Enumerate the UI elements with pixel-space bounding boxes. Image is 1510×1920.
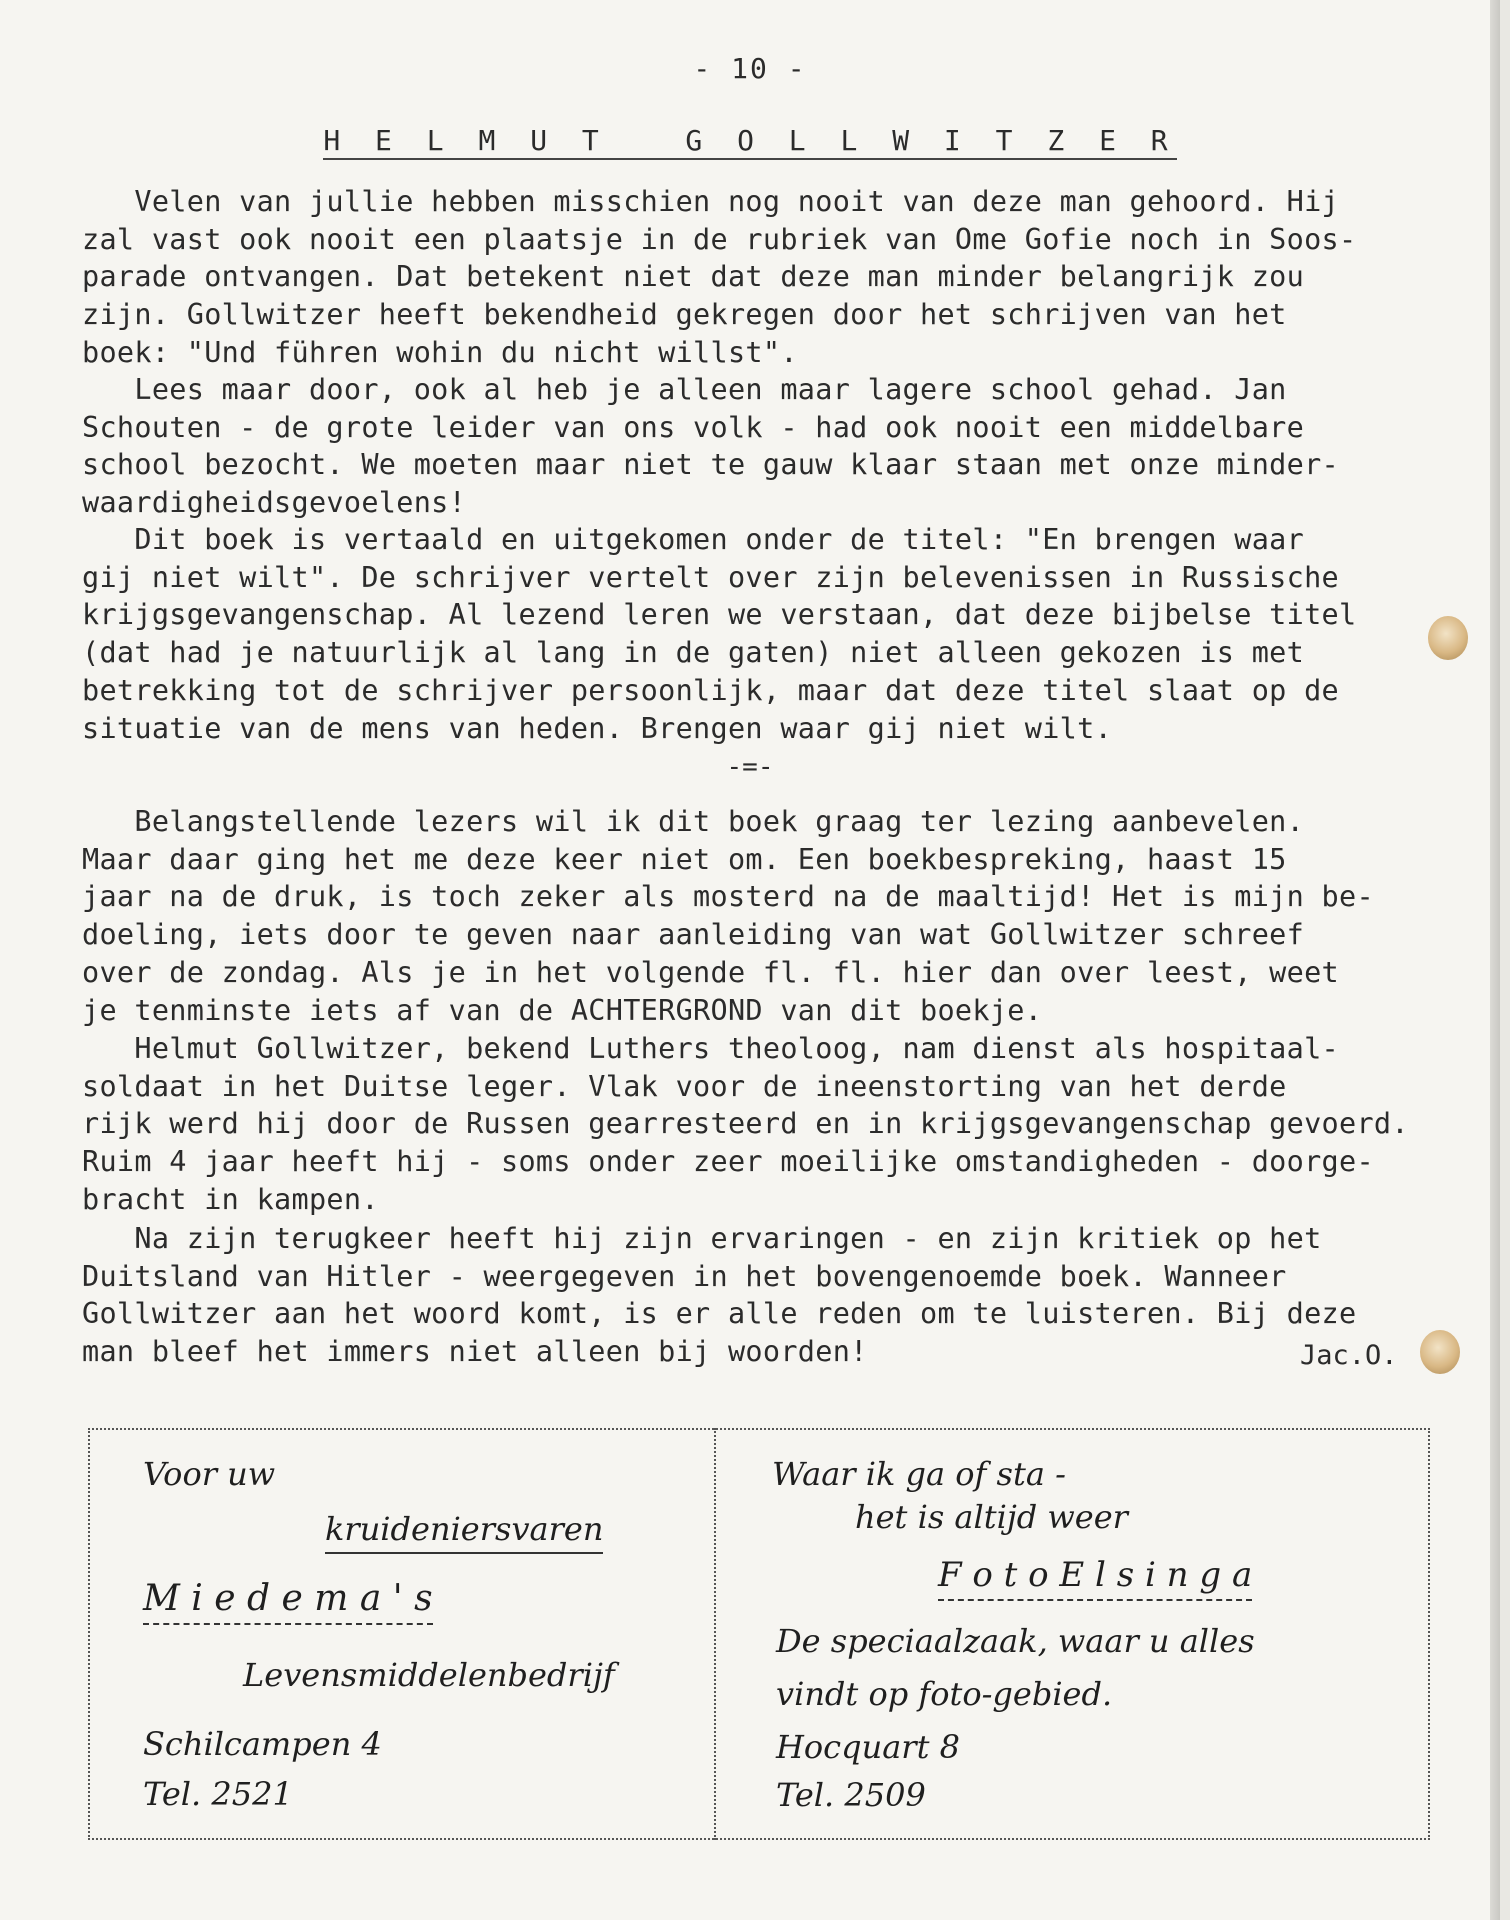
ad-left-shop-name: M i e d e m a ' s <box>143 1578 433 1625</box>
ad-left-line2: kruideniersvaren <box>325 1510 603 1554</box>
ad-left-line4: Levensmiddelenbedrijf <box>243 1656 615 1694</box>
ad-right-line1: Waar ik ga of sta - <box>772 1455 1066 1493</box>
page-edge <box>1490 0 1500 1920</box>
article-title <box>0 124 1500 157</box>
author-signature: Jac.O. <box>1300 1340 1398 1371</box>
paragraph-4: Belangstellende lezers wil ik dit boek graag ter lezing aanbevelen. Maar daar ging het me deze keer niet om. Een boekbespreking, haast 15 jaar na de druk, is toch zeker als mosterd na de maaltijd! Het is mijn be- doeling, iets door te geven naar aanleiding van wat Gollwitzer schreef over de zondag. Als je in het volgende fl. fl. hier dan over leest, weet je tenminste iets af van de ACHTERGROND van dit boekje. <box>82 805 1374 1027</box>
punch-hole <box>1428 616 1468 660</box>
punch-hole <box>1420 1330 1460 1374</box>
ad-right-line4: De speciaalzaak, waar u alles <box>776 1622 1255 1660</box>
paragraph-3: Dit boek is vertaald en uitgekomen onder de titel: "En brengen waar gij niet wilt". De schrijver vertelt over zijn belevenissen in Russische krijgsgevangenschap. Al lezend leren we verstaan, dat deze bijbelse titel (dat had je natuurlijk al lang in de gaten) niet alleen gekozen is met betrekking tot de schrijver persoonlijk, maar dat deze titel slaat op de situatie van de mens van heden. Brengen waar gij niet wilt. <box>82 523 1357 745</box>
ad-right-line5: vindt op foto-gebied. <box>776 1675 1113 1713</box>
ad-right-line2: het is altijd weer <box>855 1498 1128 1536</box>
page-number: - 10 - <box>693 52 807 85</box>
ad-left-phone: Tel. 2521 <box>143 1775 293 1813</box>
ad-left-address: Schilcampen 4 <box>143 1725 382 1763</box>
paragraph-6: Na zijn terugkeer heeft hij zijn ervaringen - en zijn kritiek op het Duitsland van Hitler - weergegeven in het bovengenoemde boek. Wanneer Gollwitzer aan het woord komt, is er alle reden om te luisteren. Bij deze man bleef het immers niet alleen bij woorden! <box>82 1222 1357 1369</box>
ad-right-phone: Tel. 2509 <box>776 1776 926 1814</box>
ad-left-line1: Voor uw <box>143 1455 276 1493</box>
ad-right-address: Hocquart 8 <box>776 1728 960 1766</box>
section-separator: -=- <box>726 752 774 782</box>
paragraph-5: Helmut Gollwitzer, bekend Luthers theoloog, nam dienst als hospitaal- soldaat in het Duitse leger. Vlak voor de ineenstorting van het derde rijk werd hij door de Russen gearresteerd en in krijgsgevangenschap gevoerd. Ruim 4 jaar heeft hij - soms onder zeer moeilijke omstandigheden - doorge- bracht in kampen. <box>82 1032 1409 1216</box>
paragraph-2: Lees maar door, ook al heb je alleen maar lagere school gehad. Jan Schouten - de grote leider van ons volk - had ook nooit een middelbare school bezocht. We moeten maar niet te gauw klaar staan met onze minder- waardigheidsgevoelens! <box>82 373 1340 520</box>
ad-right-shop-name: F o t o E l s i n g a <box>938 1555 1252 1601</box>
advertisement-divider <box>714 1428 716 1840</box>
article-title-text: H E L M U T G O L L W I T Z E R <box>323 124 1176 160</box>
paragraph-1: Velen van jullie hebben misschien nog nooit van deze man gehoord. Hij zal vast ook nooit een plaatsje in de rubriek van Ome Gofie noch in Soos- parade ontvangen. Dat betekent niet dat deze man minder belangrijk zou zijn. Gollwitzer heeft bekendheid gekregen door het schrijven van het boek: "Und führen wohin du nicht willst". <box>82 185 1357 369</box>
